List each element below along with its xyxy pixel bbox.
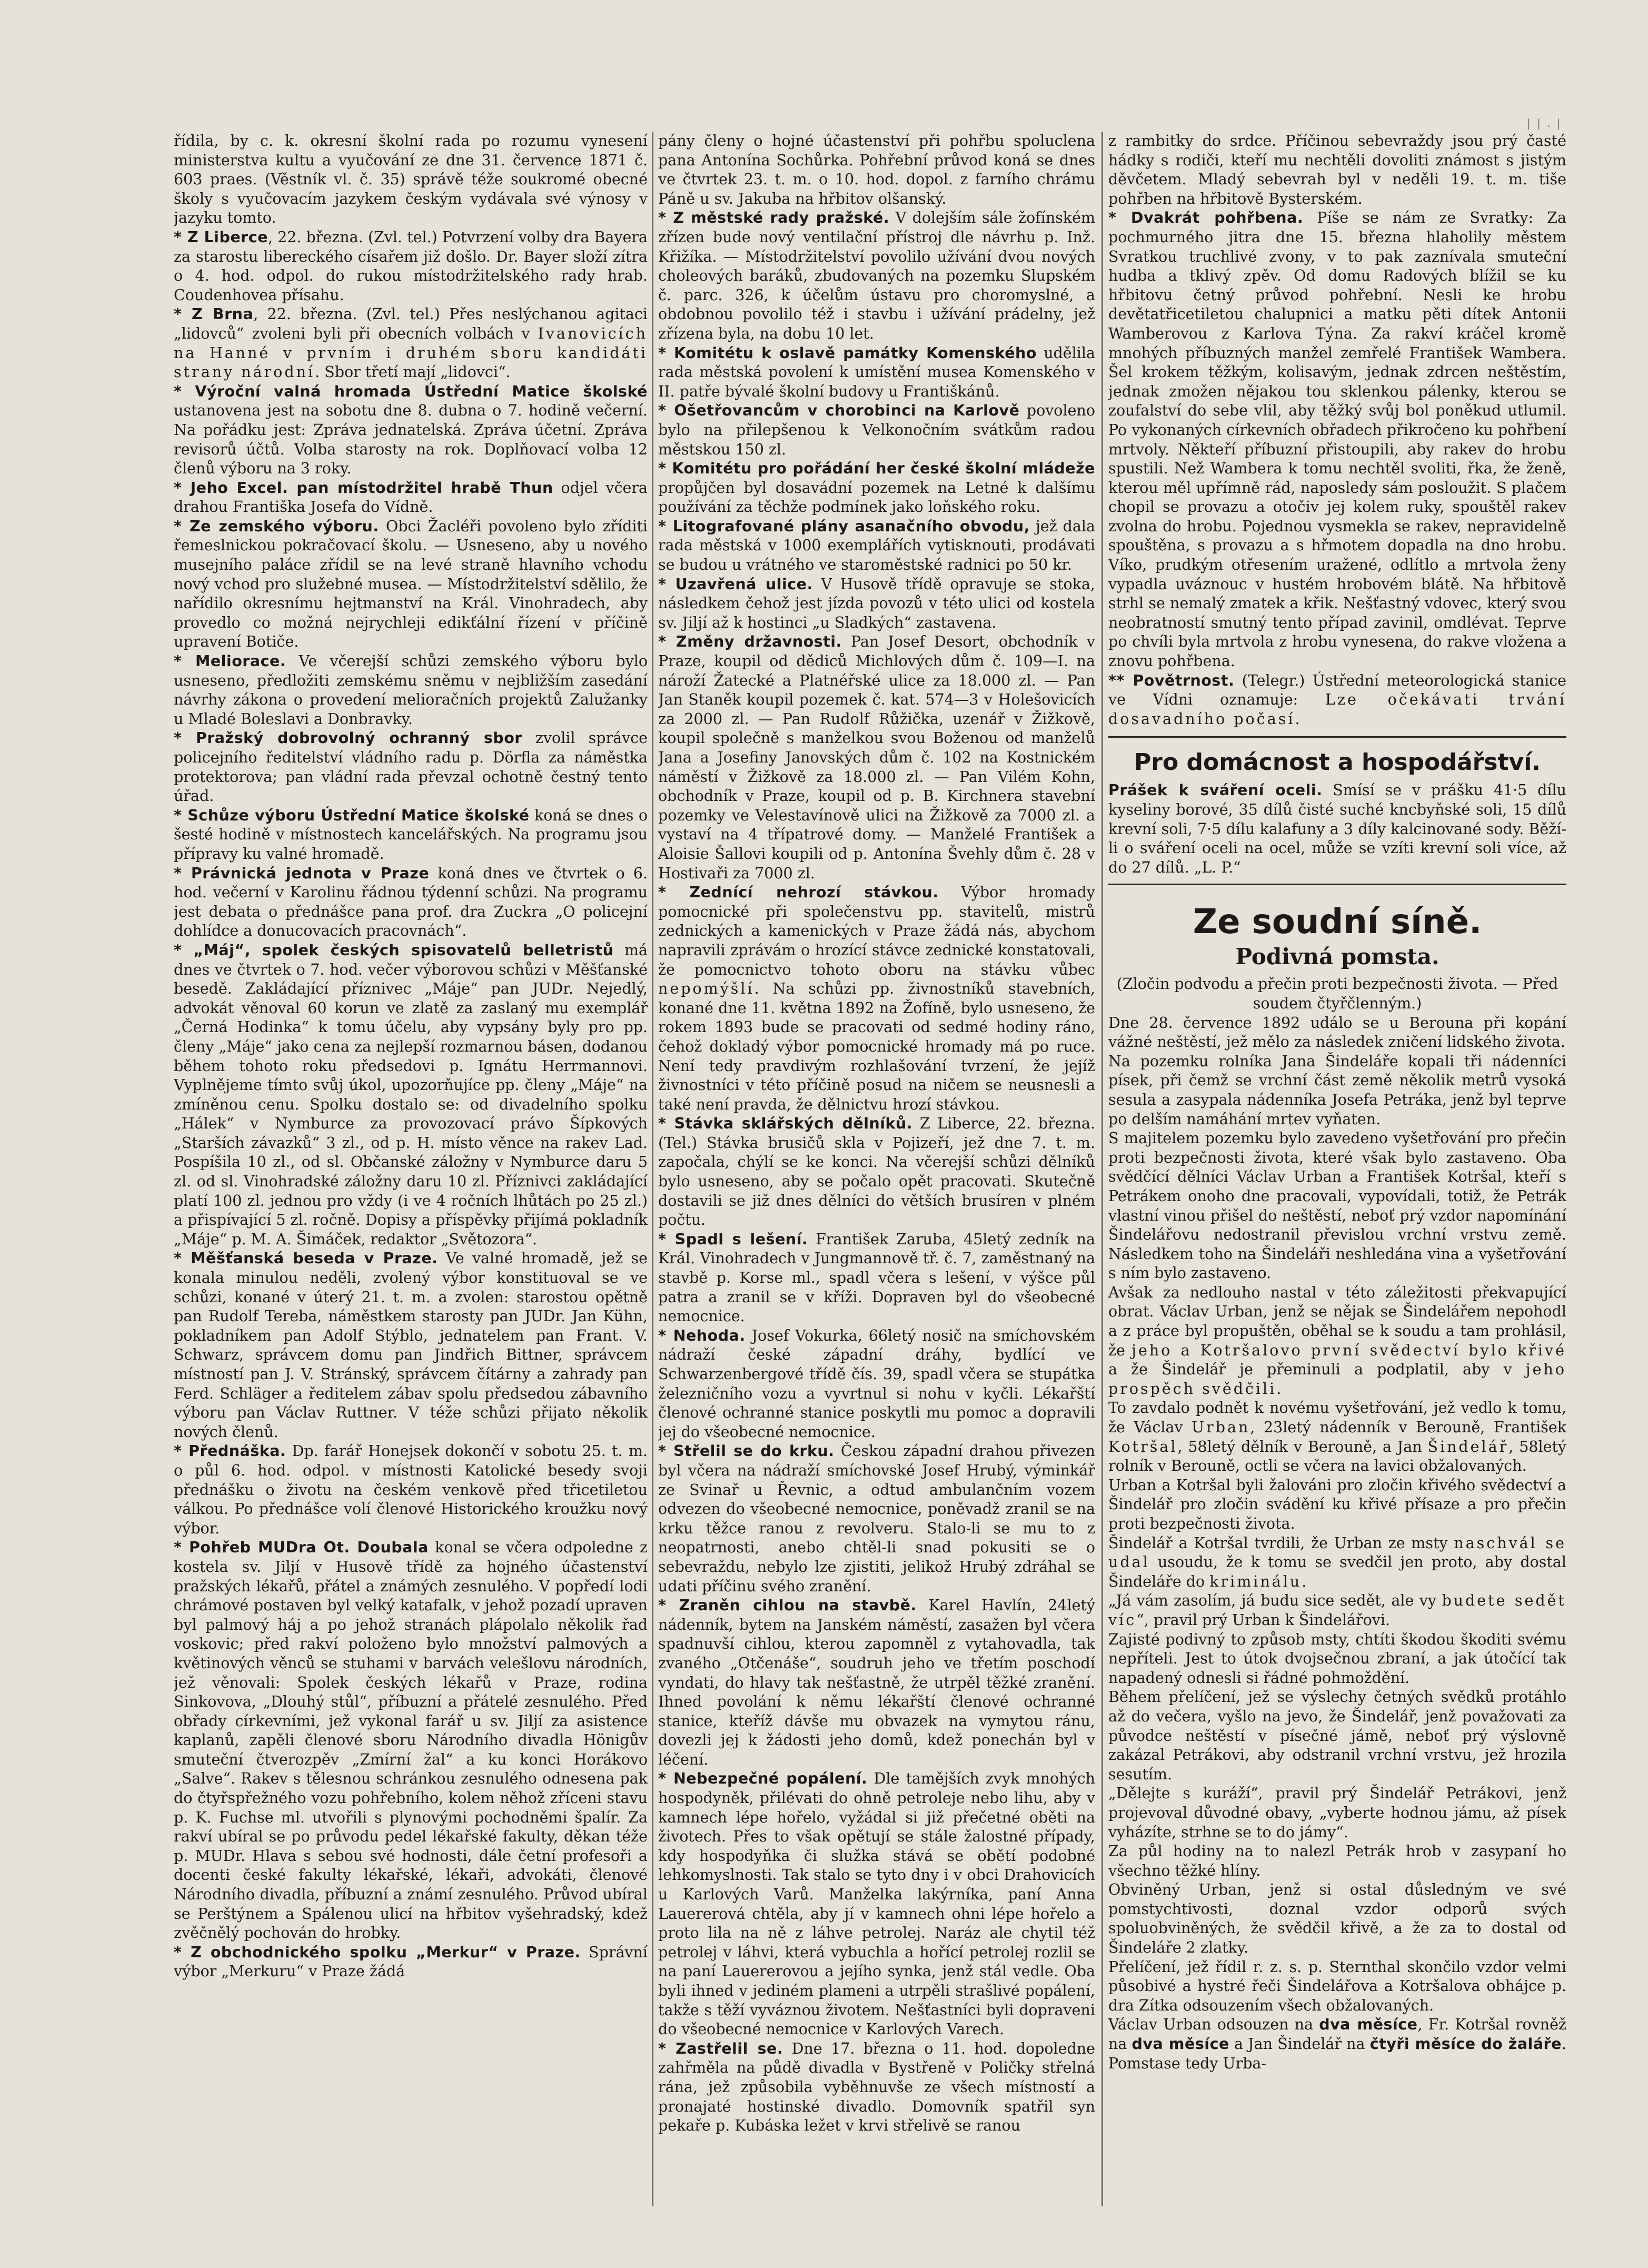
article-headline: * Měšťanská beseda v Praze. [174, 1250, 438, 1267]
article-headline: * Stávka sklářských dělníků. [658, 1115, 913, 1133]
article-headline: * Pražský dobrovolný ochranný sbor [174, 729, 522, 747]
article-paragraph: Václav Urban odsouzen na dva měsíce, Fr. Kotršal rovněž na dva měsíce a Jan Šindelář na čtyři měsíce do žaláře. Pomstase tedy Urba- [1108, 2016, 1566, 2072]
article-paragraph: Prášek k sváření oceli. Smísí se v prášku 41·5 dílu kyseliny borové, 35 dílů čisté suché kncbyňské soli, 15 dílů krevní soli, 7·5 dílu kalafuny a 3 díly kalcinované sody. Běží-li o sváření oceli na ocel, může se vzíti krevní soli více, až do 27 dílů. „L. P.“ [1108, 781, 1566, 876]
article-paragraph: * Ošetřovancům v chorobinci na Karlově povoleno bylo na přilepšenou k Velkonočním svátkům radou městskou 150 zl. [658, 402, 1095, 458]
column-divider [652, 132, 653, 2206]
article-paragraph: * Změny državnosti. Pan Josef Desort, obchodník v Praze, koupil od dědiců Michlových dům č. 109—I. na nároží Žatecké a Platnéřské ulice za 18.000 zl. — Pan Jan Staněk koupil pozemek č. kat. 574—3 v Holešovicích za 2000 zl. — Pan Rudolf Růžička, uzenář v Žižkově, koupil společně s manželkou svou Boženou od manželů Jana a Josefiny Janovských dům č. 102 na Kostnickém náměstí v Žižkově za 18.000 zl. — Pan Vilém Kohn, obchodník v Praze, koupil od p. B. Kirchnera stavební pozemky ve Velestavínově ulici na Žižkově za 7000 zl. a vystaví na 4 třípatrové domy. — Manželé František a Aloisie Šallovi koupili od p. Antonína Švehly dům č. 28 v Hostivaři za 7000 zl. [658, 633, 1095, 882]
article-paragraph: Za půl hodiny na to nalezl Petrák hrob v zasypaní ho všechno těžké hlíny. [1108, 1843, 1566, 1879]
article-headline: * Z obchodnického spolku „Merkur“ v Praze. [174, 1943, 581, 1961]
article-paragraph: * Stávka sklářských dělníků. Z Liberce, 22. března. (Tel.) Stávka brusičů skla v Pojizeří, jež dne 7. t. m. započala, chýlí se ke konci. Na včerejší schůzi dělníků bylo usneseno, aby se počalo opět pracovati. Skutečně dostavili se již dnes dělníci do větších brusíren v plném počtu. [658, 1115, 1095, 1229]
column-1 [174, 132, 648, 2206]
article-paragraph: Zajisté podivný to způsob msty, chtíti škodou škoditi svému nepříteli. Jest to útok dvojsečnou zbraní, a jak útočící tak napadený odnesli si řádné pohmoždění. [1108, 1630, 1566, 1687]
article-paragraph: Šindelář a Kotršal tvrdili, že Urban ze msty naschvál se udal usoudu, že k tomu se svedčil jen proto, aby dostal Šindeláře do kriminálu. [1108, 1534, 1566, 1590]
page-edge-mark: | | . | [1527, 117, 1562, 130]
article-paragraph: * Z městské rady pražské. V dolejším sále žofínském zřízen bude nový ventilační přístroj dle návrhu p. Inž. Křižíka. — Místodržitelství povolilo užívání dvou nových choleových baráků, zbudovaných na pozemku Slupském č. parc. 326, k účelům ústavu pro choromyslné, a obdobnou povolilo též i stavbu i užívání prádelny, jež zřízena byla, na dobu 10 let. [658, 209, 1095, 342]
article-paragraph: * Zraněn cihlou na stavbě. Karel Havlín, 24letý nádenník, bytem na Janském náměstí, zasažen byl včera spadnuvší cihlou, kterou zapomněl z vytahovadla, tak zvaného „Otčenáše“, soudruh jeho ve třetím poschodí vyndati, do hlavy tak nešťastně, že utrpěl těžké zranění. Ihned povolání k němu lékařští členové ochranné stanice, kteříž dávše mu obvazek na vymytou ránu, dovezli jej k žádosti jeho domů, kdež ponechán byl v léčení. [658, 1597, 1095, 1768]
section-heading-household: Pro domácnost a hospodářství. [1134, 749, 1541, 776]
article-headline: * Dvakrát pohřbena. [1108, 209, 1304, 227]
column-3 [1108, 132, 1566, 2206]
article-paragraph: ** Povětrnost. (Telegr.) Ústřední meteorologická stanice ve Vídni oznamuje: Lze očekávati trvání dosavadního počasí. [1108, 671, 1566, 728]
article-headline: * Změny državnosti. [658, 633, 842, 651]
article-paragraph: * Jeho Excel. pan místodržitel hrabě Thun odjel včera drahou Františka Josefa do Vídně. [174, 479, 648, 516]
section-rule [1108, 736, 1566, 738]
article-paragraph: Dne 28. července 1892 událo se u Berouna při kopání vážné neštěstí, jež mělo za následek zničení lidského života. [1108, 1014, 1566, 1051]
emphasized-text: kriminálu [1209, 1572, 1302, 1590]
emphasized-text: budete sedět víc [1108, 1592, 1566, 1629]
article-headline: * Z městské rady pražské. [658, 209, 890, 227]
article-headline: * Ze zemského výboru. [174, 517, 379, 535]
article-paragraph: * Pohřeb MUDra Ot. Doubala konal se včera odpoledne z kostela sv. Jiljí v Husově třídě za hojného účastenství pražských lékařů, přátel a známých zesnulého. V popředí lodi chrámové postaven byl velký katafalk, v jehož pozadí upraven byl palmový háj a po jehož stranách plápolalo několik řad voskovic; před rakví položeno bylo množství palmových a květinových věnců se stuhami v barvách velešlovu národních, jež věnovali: Spolek českých lékařů v Praze, rodina Sinkovova, „Dlouhý stůl“, příbuzní a přátelé zesnulého. Před obřady církevními, jež vykonal farář u sv. Jiljí za asistence kaplanů, zapěli členové sboru Národního divadla Hönigův smuteční čtverozpěv „Zmírní žal“ a ku konci Horákovo „Salve“. Rakev s tělesnou schránkou zesnulého odnesena pak do čtyřspřežného vozu pohřebního, kolem něhož zříceni stavu p. K. Fuchse ml. utvořili s plynovými pochodněmi špalír. Za rakví ubíral se po průvodu pedel lékařské fakulty, děkan téže p. MUDr. Hlava s sebou své hodnosti, dále četní profesoři a docenti české fakulty lékařské, lékaři, advokáti, členové Národního divadla, příbuzní a známí zesnulého. Průvod ubíral se Perštýnem a Spálenou ulicí na hřbitov vyšehradský, kdež zvěčnělý pochován do hrobky. [174, 1539, 648, 1942]
article-headline: * Pohřeb MUDra Ot. Doubala [174, 1539, 429, 1557]
article-headline: * Uzavřená ulice. [658, 575, 813, 593]
article-paragraph: * Uzavřená ulice. V Husově třídě opravuje se stoka, následkem čehož jest jízda povozů v této ulici od kostela sv. Jiljí až k hostinci „u Sladkých“ zastavena. [658, 575, 1095, 631]
emphasized-text: Urban [1192, 1419, 1250, 1437]
article-headline: * Nehoda. [658, 1326, 746, 1344]
article-paragraph: Urban a Kotršal byli žalováni pro zločin křivého svědectví a Šindelář pro zločin svádění ku křivé přísaze a pro přečin proti bezpečnosti života. [1108, 1476, 1566, 1532]
article-headline: * Výroční valná hromada Ústřední Matice školské [174, 382, 648, 400]
article-paragraph: * Dvakrát pohřbena. Píše se nám ze Svratky: Za pochmurného jitra dne 15. března hlaholily městem Svratkou truchlivé zvony, v to pak zaznívala smuteční hudba a tklivý zpěv. Od domu Radových blížil se ku hřbitovu četný průvod pohřební. Nesli ke hrobu devětatřicetiletou chalupnici a matku pěti dítek Antonii Wamberovou z Karlova Týna. Za rakví kráčel kromě mnohých příbuzných manžel zemřelé František Wambera. Šel krokem těžkým, kolisavým, jednak zdrcen neštěstím, jednak zmožen nějakou tou sklenkou pálenky, kterou se zoufalství do sebe vlil, aby těžký svůj bol poněkud utlumil. Po vykonaných církevních obřadech přikročeno ku pohřbení mrtvoly. Někteří příbuzní přistoupili, aby rakev do hrobu spustili. Než Wambera k tomu nechtěl svoliti, řka, že ženě, kterou měl upřímně rád, naposledy sám posloužit. S plačem chopil se provazu a otočiv jej kolem ruky, spouštěl rakev zvolna do hrobu. Pojednou vysmekla se rakev, nepravidelně spouštěna, s provazu a s hřmotem dopadla na dno hrobu. Víko, prudkým otřesením uražené, odlítlo a mrtvola ženy vypadla uváznouc v hustém hrobovém blátě. Na hřbitově strhl se nemalý zmatek a křik. Nešťastný vdovec, který svou neobratností smutný tento případ zavinil, omdlévat. Teprve po chvíli byla mrtvola z hrobu vynesena, do rakve vložena a znovu pohřbena. [1108, 209, 1566, 670]
article-paragraph: pány členy o hojné účastenství při pohřbu spoluclena pana Antonína Sochůrka. Pohřební průvod koná se dnes ve čtvrtek 23. t. m. o 10. hod. dopol. z farního chrámu Páně u sv. Jakuba na hřbitov olšanský. [658, 132, 1095, 207]
article-paragraph: * Nehoda. Josef Vokurka, 66letý nosič na smíchovském nádraží české západní dráhy, bydlící ve Schwarzenbergové třídě čís. 39, spadl včera se stupátka železničního vozu a vyvrtnul si nohu v kyčli. Lékařští členové ochranné stanice poskytli mu pomoc a dopravili jej do všeobecné nemocnice. [658, 1326, 1095, 1441]
article-paragraph: Přelíčení, jež řídil r. z. s. p. Sternthal skončilo vzdor velmi působivé a hystré řeči Šindelářova a Kotršalova obhájce p. dra Zítka odsouzením všech obžalovaných. [1108, 1958, 1566, 2014]
article-headline: * Spadl s lešení. [658, 1230, 808, 1248]
article-headline: dva měsíce [1319, 2016, 1418, 2034]
article-paragraph: * Výroční valná hromada Ústřední Matice školské ustanovena jest na sobotu dne 8. dubna o 7. hodině večerní. Na pořádku jest: Zpráva jednatelská. Zpráva účetní. Zpráva revisorů účtů. Volba starosty na rok. Doplňovací volba 12 členů výboru na 3 roky. [174, 382, 648, 478]
emphasized-text: jeho a Kotršalovo první svědectví bylo křivé [1131, 1341, 1566, 1359]
article-paragraph: z rambitky do srdce. Příčinou sebevraždy jsou prý časté hádky s rodiči, kteří mu nechtěli dovoliti známost s jistým děvčetem. Mladý sebevrah byl v neděli 19. t. m. tiše pohřben na hřbitově Bysterském. [1108, 132, 1566, 207]
article-paragraph: * Měšťanská beseda v Praze. Ve valné hromadě, jež se konala minulou neděli, zvolený výbor konstituoval se ve schůzi, konané v úterý 21. t. m. a zvolen: starostou opětně pan Rudolf Tereba, náměstkem starosty pan JUDr. Jan Kühn, pokladníkem pan Adolf Stýblo, jednatelem pan Frant. V. Schwarz, správcem domu pan Jindřich Bittner, správcem místností pan J. V. Stránský, správcem čítárny a zahrady pan Ferd. Schläger a ředitelem zábav spolu předsedou zábavního výboru pan Václav Ruttner. V téže schůzi přijato několik nových členů. [174, 1250, 648, 1441]
article-headline: * Přednáška. [174, 1442, 286, 1460]
article-headline: * Zastřelil se. [658, 2039, 783, 2057]
article-paragraph: Na pozemku rolníka Jana Šindeláře kopali tři nádenníci písek, při čemž se vrchní část země několik metrů vysoká sesula a zasypala nádenníka Josefa Petráka, jenž byl teprve po delším namáhání mrtev vyňaten. [1108, 1052, 1566, 1128]
article-headline: * Střelil se do krku. [658, 1442, 835, 1460]
article-paragraph: * Zastřelil se. Dne 17. března o 11. hod. dopoledne zahřměla na půdě divadla v Bystřeně v Poličky střelná rána, jež způsobila vyběhnuvše ze všech místností a pronajaté hostinské divadlo. Domovník spatřil syn pekaře p. Kubáska ležet v krvi střelivě se ranou [658, 2039, 1095, 2135]
article-paragraph: Během přelíčení, jež se výslechy četných svědků protáhlo až do večera, vyšlo na jevo, že Šindelář, jenž považovati za původce neštěstí v písečné jámě, neboť prý výslovně zakázal Petrákovi, aby odstranil vrchní vrstvu, jež hrozila sesutím. [1108, 1688, 1566, 1783]
article-headline: * Litografované plány asanačního obvodu, [658, 517, 1030, 535]
article-headline: * Zednící nehrozí stávkou. [658, 884, 939, 902]
article-headline: čtyři měsíce do žaláře [1369, 2035, 1562, 2053]
article-paragraph: * Právnická jednota v Praze koná dnes ve čtvrtek o 6. hod. večerní v Karolinu řádnou týdenní schůzi. Na programu jest debata o přednášce pana prof. dra Zuckra „O policejní dohlídce a donucovacích pracovnách“. [174, 864, 648, 940]
article-headline: * Z Brna [174, 305, 254, 323]
article-paragraph: * Nebezpečné popálení. Dle tamějších zvyk mnohých hospodyněk, přilévati do ohně petroleje nebo lihu, aby v kamnech lépe hořelo, vyžádal si již přečetné oběti na životech. Přes to však opětují se stále žalostné případy, kdy hospodyňka či služka stává se obětí podobné lehkomyslnosti. Tak stalo se tyto dny i v obci Drahovicích u Karlových Varů. Manželka lakýrníka, paní Anna Lauererová chtěla, aby jí v kamnech ohni lépe hořelo a proto lila na ně z láhve petrolej. Naráz ale chytil též petrolej v láhvi, která vybuchla a hořící petrolej rozlil se na paní Lauererovou a jejího synka, jenž stál vedle. Oba byli ihned v jediném plameni a utrpěli strašlivé popálení, takže s těží vyváznou životem. Nešťastníci byli dopraveni do všeobecné nemocnice v Karlových Varech. [658, 1770, 1095, 2038]
article-paragraph: * Pražský dobrovolný ochranný sbor zvolil správce policejního ředitelství vládního radu p. Dörfla za náměstka protektorova; pan vládní rada převzal ochotně čestný tento úřad. [174, 729, 648, 805]
article-paragraph: * Z Brna, 22. března. (Zvl. tel.) Přes neslýchanou agitaci „lidovců“ zvoleni byli při obecních volbách v Ivanovicích na Hanné v prvním i druhém sboru kandidáti strany národní. Sbor třetí mají „lidovci“. [174, 305, 648, 381]
article-headline: * Komitétu k oslavě památky Komenského [658, 344, 1037, 362]
article-headline: * Ošetřovancům v chorobinci na Karlově [658, 402, 1020, 420]
column-2 [658, 132, 1095, 2206]
article-paragraph: * „Máj“, spolek českých spisovatelů belletristů má dnes ve čtvrtek o 7. hod. večer výborovou schůzi v Měšťanské besedě. Zakládající příznivec „Máje“ pan JUDr. Nejedlý, advokát věnoval 60 korun ve zlatě za zaslaný mu exemplář „Černá Hodinka“ k tomu účelu, aby vypsány byly pro pp. členy „Máje“ jako cena za nejlepší rozmarnou básen, dodanou během tohoto roku předsedovi p. Ignátu Herrmannovi. Vyplnějeme tímto svůj úkol, upozorňujíce pp. členy „Máje“ na zmíněnou cenu. Spolku dostalo se: od divadelního spolku „Hálek“ v Nymburce za provozovací právo Šípkových „Starších závazků“ 3 zl., od p. H. místo věnce na rakev Lad. Pospíšila 10 zl., od sl. Občanské záložny v Nymburce daru 5 zl. od sl. Vinohradské záložny daru 10 zl. Příznivci zakládající platí 100 zl. jednou pro vždy (i ve 4 ročních lhůtách po 25 zl.) a přispívající 5 zl. ročně. Dopisy a příspěvky přijímá pokladník „Máje“ p. M. A. Šimáček, redaktor „Světozora“. [174, 941, 648, 1248]
article-paragraph: * Střelil se do krku. Českou západní drahou přivezen byl včera na nádraží smíchovské Josef Hrubý, výminkář ze Svinař u Řevnic, a odtud ambulančním vozem odvezen do všeobecné nemocnice, poněvadž zranil se na krku těžce ranou z revolveru. Stalo-li se mu to z neopatrnosti, anebo chtěl-li snad pokusiti se o sebevraždu, nebylo lze zjistiti, jelikož Hrubý zdráhal se udati příčinu svého zranění. [658, 1442, 1095, 1595]
court-article-lead: (Zločin podvodu a přečin proti bezpečnosti života. — Před soudem čtyřčlenným.) [1116, 975, 1558, 1012]
article-headline: * Z Liberce [174, 228, 268, 246]
article-headline: * Meliorace. [174, 652, 286, 670]
article-paragraph: „Já vám zasolím, já budu sice sedět, ale vy budete sedět víc“, pravil prý Urban k Šindelářovi. [1108, 1592, 1566, 1629]
article-paragraph: To zavdalo podnět k novému vyšetřování, jež vedlo k tomu, že Václav Urban, 23letý nádenník v Berouně, František Kotršal, 58letý dělník v Berouně, a Jan Šindelář, 58letý rolník v Berouně, octli se včera na lavici obžalovaných. [1108, 1399, 1566, 1475]
article-paragraph: * Zednící nehrozí stávkou. Výbor hromady pomocnické při společenstvu pp. stavitelů, mistrů zednických a kamenických v Praze žádá nás, abychom napravili zprávám o hrozící stávce zednické konstatovali, že pomocnictvo tohoto oboru na stávku vůbec nepomýšlí. Na schůzi pp. živnostníků stavebních, konané dne 11. května 1892 na Žofíně, bylo usneseno, že rokem 1893 bude se pracovati od sedmé hodiny ráno, čehož dokladý výbor pomocnické hromady má po ruce. Není tedy pravdivým rozhlašování tvrzení, že jejíž živnostníci v této příčině posud na ničem se neusnesli a také není pravda, že dělnictvu hrozí stávkou. [658, 884, 1095, 1113]
article-paragraph: * Přednáška. Dp. farář Honejsek dokončí v sobotu 25. t. m. o půl 6. hod. odpol. v místnosti Katolické besedy svoji přednášku o životu na českém venkově před třicetiletou válkou. Po přednášce volí členové Historického kroužku nový výbor. [174, 1442, 648, 1537]
article-paragraph: řídila, by c. k. okresní školní rada po rozumu vynesení ministerstva kultu a vyučování ze dne 31. července 1871 č. 603 praes. (Věstník vl. č. 35) správě téže soukromé obecné školy s vyučovacím jazykem českým vydávala své výnosy v jazyku tomto. [174, 132, 648, 227]
article-headline: dva měsíce [1131, 2035, 1229, 2053]
column-divider [1101, 132, 1103, 2206]
emphasized-text: nepomýšlí [658, 980, 754, 998]
emphasized-text: Kotršal [1108, 1438, 1178, 1455]
article-headline: * „Máj“, spolek českých spisovatelů belletristů [174, 941, 614, 959]
article-headline: * Komitétu pro pořádání her české školní mládeže [658, 460, 1095, 478]
article-paragraph: Avšak za nedlouho nastal v této záležitosti překvapující obrat. Václav Urban, jenž se nějak se Šindelářem nepohodl a z práce byl propuštěn, oběhal se k soudu a tam prohlásil, že jeho a Kotršalovo první svědectví bylo křivé a že Šindelář je přeminuli a podplatil, aby v jeho prospěch svědčili. [1108, 1283, 1566, 1398]
emphasized-text: Šindelář [1427, 1438, 1509, 1455]
article-paragraph: * Litografované plány asanačního obvodu, jež dala rada městská v 1000 exemplářích vytisknouti, prodávati se budou u vrátného ve staroměstské radnici po 50 kr. [658, 517, 1095, 574]
section-heading-court: Ze soudní síně. [1193, 903, 1482, 942]
article-paragraph: * Spadl s lešení. František Zaruba, 45letý zedník na Král. Vinohradech v Jungmannově tř. č. 7, zaměstnaný na stavbě p. Korse ml., spadl včera s lešení, v výšce půl patra a zranil se v kříži. Dopraven byl do všeobecné nemocnice. [658, 1230, 1095, 1325]
article-paragraph: Obviněný Urban, jenž si ostal důsledným ve své pomstychtivosti, doznal vzdor odporů svých spoluobviněných, že svědčil křivě, a že za to dostal od Šindeláře 2 zlatky. [1108, 1881, 1566, 1957]
article-paragraph: * Komitétu k oslavě památky Komenského udělila rada městská povolení k umístění musea Komenského v II. patře bývalé školní budovy u Františkánů. [658, 344, 1095, 400]
article-headline: Prášek k sváření oceli. [1108, 781, 1323, 799]
article-headline: * Právnická jednota v Praze [174, 864, 430, 882]
emphasized-text: jeho prospěch svědčili [1108, 1361, 1566, 1398]
article-headline: * Jeho Excel. pan místodržitel hrabě Thun [174, 479, 553, 497]
article-paragraph: * Z obchodnického spolku „Merkur“ v Praze. Správní výbor „Merkuru“ v Praze žádá [174, 1943, 648, 1980]
emphasized-text: Ivanovicích na Hanné v prvním i druhém sboru kandidáti strany národní [174, 324, 648, 381]
article-headline: ** Povětrnost. [1108, 671, 1235, 689]
article-paragraph: * Z Liberce, 22. března. (Zvl. tel.) Potvrzení volby dra Bayera za starostu libereckého císařem již došlo. Dr. Bayer složí zítra o 4. hod. odpol. do rukou místodržitelského rady hrab. Coudenhovea přísahu. [174, 228, 648, 304]
article-paragraph: * Schůze výboru Ústřední Matice školské koná se dnes o šesté hodině v místnostech kancelářských. Na programu jsou přípravy ku valné hromadě. [174, 806, 648, 863]
court-article-title: Podivná pomsta. [1235, 944, 1439, 970]
article-paragraph: „Dělejte s kuráží“, pravil prý Šindelář Petrákovi, jenž projevoval důvodné obavy, „vyberte hodnou jámu, až písek vyházíte, strhne se to do jámy“. [1108, 1785, 1566, 1841]
emphasized-text: naschvál se udal [1108, 1534, 1566, 1571]
article-headline: * Nebezpečné popálení. [658, 1770, 868, 1788]
article-headline: * Zraněn cihlou na stavbě. [658, 1597, 917, 1615]
article-headline: * Schůze výboru Ústřední Matice školské [174, 806, 530, 824]
section-rule [1108, 884, 1566, 885]
article-paragraph: * Meliorace. Ve včerejší schůzi zemského výboru bylo usneseno, předložiti zemskému sněmu v nejbližším zasedání návrhy zákona o provedení melioračních projektů Zalužanky u Mladé Boleslavi a Donbravky. [174, 652, 648, 728]
article-paragraph: * Ze zemského výboru. Obci Žacléři povoleno bylo zříditi řemeslnickou pokračovací školu. — Usneseno, aby u nového musejního paláce zřídil se na levé straně hlavního vchodu nový vchod pro služebné musea. — Místodržitelství sdělilo, že nařídilo okresnímu hejtmanství na Král. Vinohradech, aby provedlo co možná nejrychleji edikťální řízení v příčině upravení Botiče. [174, 517, 648, 651]
emphasized-text: Lze očekávati trvání dosavadního počasí. [1108, 691, 1566, 728]
article-paragraph: * Komitétu pro pořádání her české školní mládeže propůjčen byl dosavádní pozemek na Letné k dalšímu používání za těchže podmínek jako loňského roku. [658, 460, 1095, 516]
article-paragraph: S majitelem pozemku bylo zavedeno vyšetřování pro přečin proti bezpečnosti života, které však bylo zastaveno. Oba svědčící dělníci Václav Urban a František Kotršal, kteří s Petrákem onoho dne pracovali, vypovídali, totiž, že Petrák vlastní vinou přišel do neštěstí, neboť prý vzdor napomínání Šindelářovu nedostranil převislou vrchní vrstvu země. Následkem toho na Šindeláři neshledána vina a vyšetřování s ním bylo zastaveno. [1108, 1130, 1566, 1282]
